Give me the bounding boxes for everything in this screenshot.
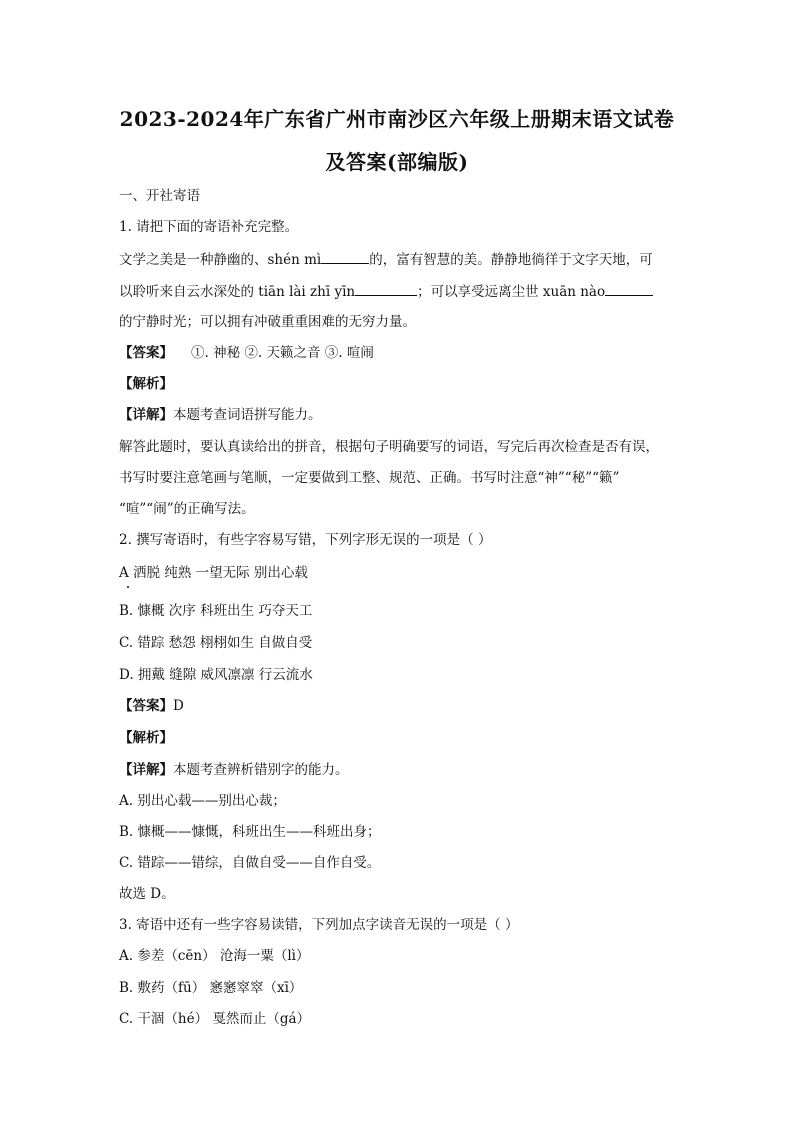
q1-explanation-1: 解答此题时，要认真读给出的拼音，根据句子明确要写的词语，写完后再次检查是否有误， bbox=[119, 439, 659, 455]
q2-answer bbox=[119, 696, 184, 716]
emphasis-dot bbox=[127, 586, 129, 588]
fill-blank-1[interactable] bbox=[321, 249, 369, 264]
q1-passage-line1 bbox=[119, 249, 653, 270]
q1-explanation-2: 书写时要注意笔画与笔顺，一定要做到工整、规范、正确。书写时注意“神”“秘”“籁” bbox=[119, 470, 620, 486]
q3-stem: 3. 寄语中还有一些字容易读错，下列加点字读音无误的一项是（ ） bbox=[119, 917, 519, 933]
q2-analysis-label: 【解析】 bbox=[119, 730, 173, 746]
detail-text: 本题考查辨析错别字的能力。 bbox=[173, 762, 349, 778]
section-heading: 一、开社寄语 bbox=[119, 188, 200, 204]
q2-option-b: B. 慷概 次序 科班出生 巧夺天工 bbox=[119, 603, 313, 619]
fill-blank-3[interactable] bbox=[605, 281, 653, 296]
q3-option-c: C. 干涸（hé） 戛然而止（gá） bbox=[119, 1011, 311, 1027]
q1-pinyin-2: 以聆听来自云水深处的 tiān lài zhī yīn bbox=[119, 284, 356, 300]
q2-explanation-a: A. 别出心载——别出心裁； bbox=[119, 793, 286, 809]
detail-label: 【详解】 bbox=[119, 762, 173, 778]
q1-passage-text: 的，富有智慧的美。静静地徜徉于文字天地，可 bbox=[369, 252, 653, 268]
answer-label: 【答案】 bbox=[119, 698, 173, 714]
q1-detail bbox=[119, 405, 322, 425]
q2-explanation-b: B. 慷概——慷慨，科班出生——科班出身； bbox=[119, 824, 381, 840]
answer-text: ①. 神秘 ②. 天籁之音 ③. 喧闹 bbox=[191, 345, 374, 361]
answer-text: D bbox=[173, 698, 184, 714]
fill-blank-2[interactable] bbox=[355, 281, 417, 296]
detail-label: 【详解】 bbox=[119, 407, 173, 423]
q3-option-a: A. 参差（cēn） 沧海一粟（lì） bbox=[119, 948, 310, 964]
q1-stem: 1. 请把下面的寄语补充完整。 bbox=[119, 219, 299, 235]
page-title: 2023-2024年广东省广州市南沙区六年级上册期末语文试卷 bbox=[119, 107, 675, 131]
q1-passage-line2 bbox=[119, 281, 653, 302]
q2-stem: 2. 撰写寄语时，有些字容易写错，下列字形无误的一项是（ ） bbox=[119, 532, 492, 548]
q1-passage-line3: 的宁静时光；可以拥有冲破重重困难的无穷力量。 bbox=[119, 314, 416, 330]
q1-pinyin-1: 文学之美是一种静幽的、shén mì bbox=[119, 252, 322, 268]
q1-pinyin-3: ；可以享受远离尘世 xuān nào bbox=[417, 284, 606, 300]
q1-answer bbox=[119, 343, 374, 363]
answer-label: 【答案】 bbox=[119, 345, 173, 361]
detail-text: 本题考查词语拼写能力。 bbox=[173, 407, 322, 423]
page-title-line2: 及答案(部编版) bbox=[325, 150, 469, 174]
q3-option-b: B. 敷药（fū） 窸窸窣窣（xī） bbox=[119, 980, 303, 996]
q1-analysis-label: 【解析】 bbox=[119, 376, 173, 392]
q2-option-d: D. 拥戴 缝隙 威风凛凛 行云流水 bbox=[119, 667, 313, 683]
q1-explanation-3: “喧”“闹”的正确写法。 bbox=[119, 501, 255, 517]
q2-detail bbox=[119, 760, 349, 780]
q2-option-a: A 洒脱 纯熟 一望无际 别出心载 bbox=[119, 565, 308, 581]
q2-option-c: C. 错踪 愁怨 栩栩如生 自做自受 bbox=[119, 635, 313, 651]
q2-explanation-c: C. 错踪——错综，自做自受——自作自受。 bbox=[119, 855, 381, 871]
q2-conclusion: 故选 D。 bbox=[119, 886, 175, 902]
